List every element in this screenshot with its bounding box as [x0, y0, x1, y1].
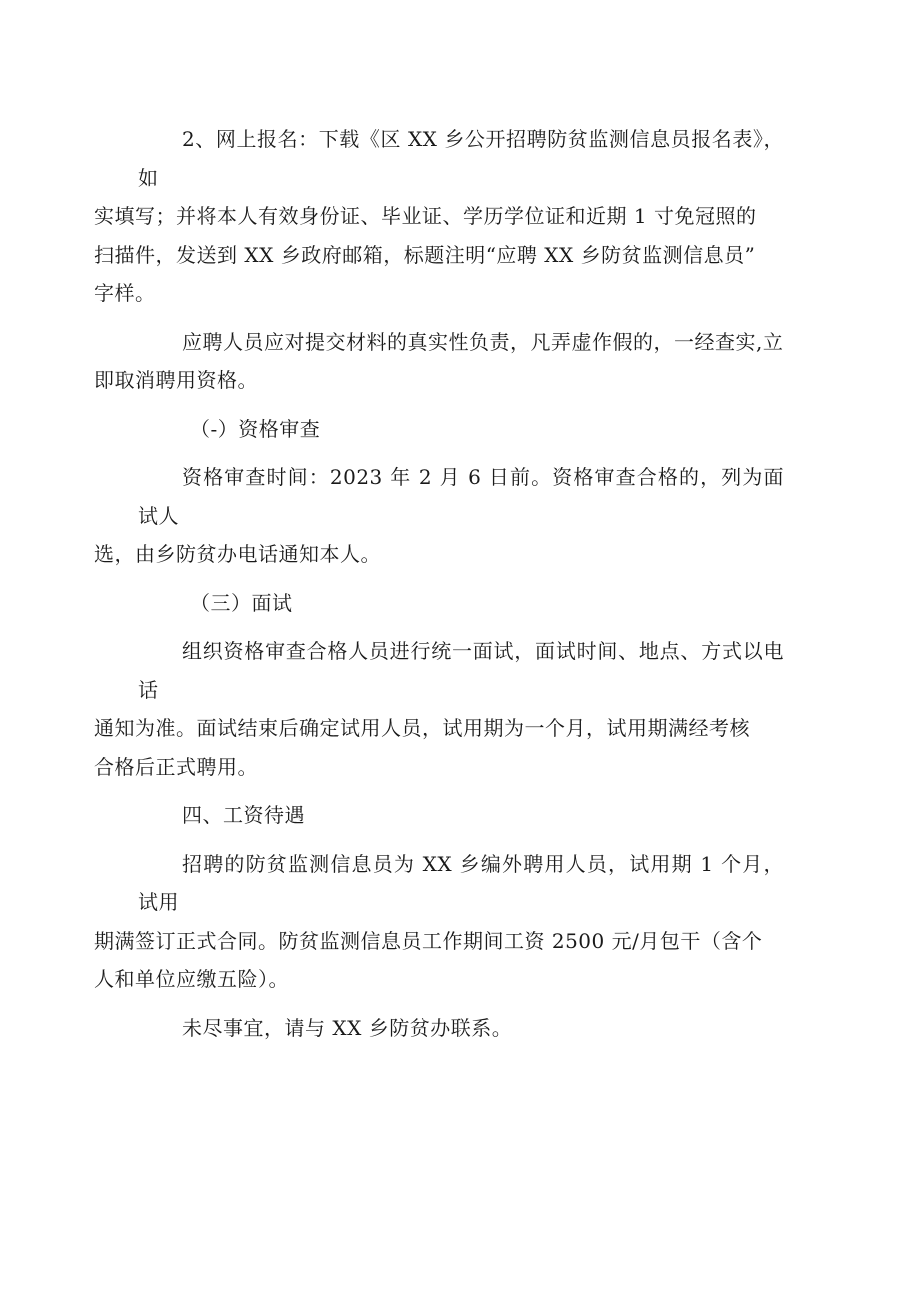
section-heading-salary: [138, 796, 784, 835]
text-line: 资格审查时间：2023 年 2 月 6 日前。资格审查合格的，列为面试人: [138, 465, 784, 528]
text-line: 通知为准。面试结束后确定试用人员，试用期为一个月，试用期满经考核: [94, 716, 750, 740]
text-line: 字样。: [94, 281, 156, 305]
document-body: [94, 120, 784, 1057]
paragraph-authenticity-notice: [94, 323, 784, 400]
text-line: 合格后正式聘用。: [94, 754, 258, 779]
heading-text: （-）资格审查: [190, 416, 321, 441]
text-line: 人和单位应缴五险）。: [94, 967, 289, 991]
heading-text: 四、工资待遇: [182, 803, 305, 827]
paragraph-review-time: [94, 458, 784, 574]
paragraph-interview-details: [94, 632, 784, 786]
text-line: 实填写；并将本人有效身份证、毕业证、学历学位证和近期 1 寸免冠照的: [94, 204, 757, 228]
text-line: 期满签订正式合同。防贫监测信息员工作期间工资 2500 元/月包干（含个: [94, 928, 763, 953]
section-heading-interview: [138, 584, 784, 623]
paragraph-contact: [138, 1009, 784, 1048]
section-heading-qualification-review: [138, 410, 784, 449]
text-line: 组织资格审查合格人员进行统一面试，面试时间、地点、方式以电话: [138, 639, 784, 702]
text-line: 应聘人员应对提交材料的真实性负责，凡弄虚作假的，一经查实,立: [182, 329, 784, 354]
text-line: 2、网上报名：下载《区 XX 乡公开招聘防贫监测信息员报名表》，如: [138, 127, 784, 190]
text-line: 选，由乡防贫办电话通知本人。: [94, 542, 381, 566]
paragraph-salary-details: [94, 845, 784, 999]
text-line: 扫描件，发送到 XX 乡政府邮箱，标题注明“应聘 XX 乡防贫监测信息员”: [94, 242, 756, 267]
text-line: 招聘的防贫监测信息员为 XX 乡编外聘用人员，试用期 1 个月，试用: [138, 851, 784, 914]
heading-text: （三）面试: [190, 590, 293, 615]
text-line: 即取消聘用资格。: [94, 368, 258, 392]
text-line: 未尽事宜，请与 XX 乡防贫办联系。: [182, 1015, 513, 1040]
paragraph-online-registration: [94, 120, 784, 313]
